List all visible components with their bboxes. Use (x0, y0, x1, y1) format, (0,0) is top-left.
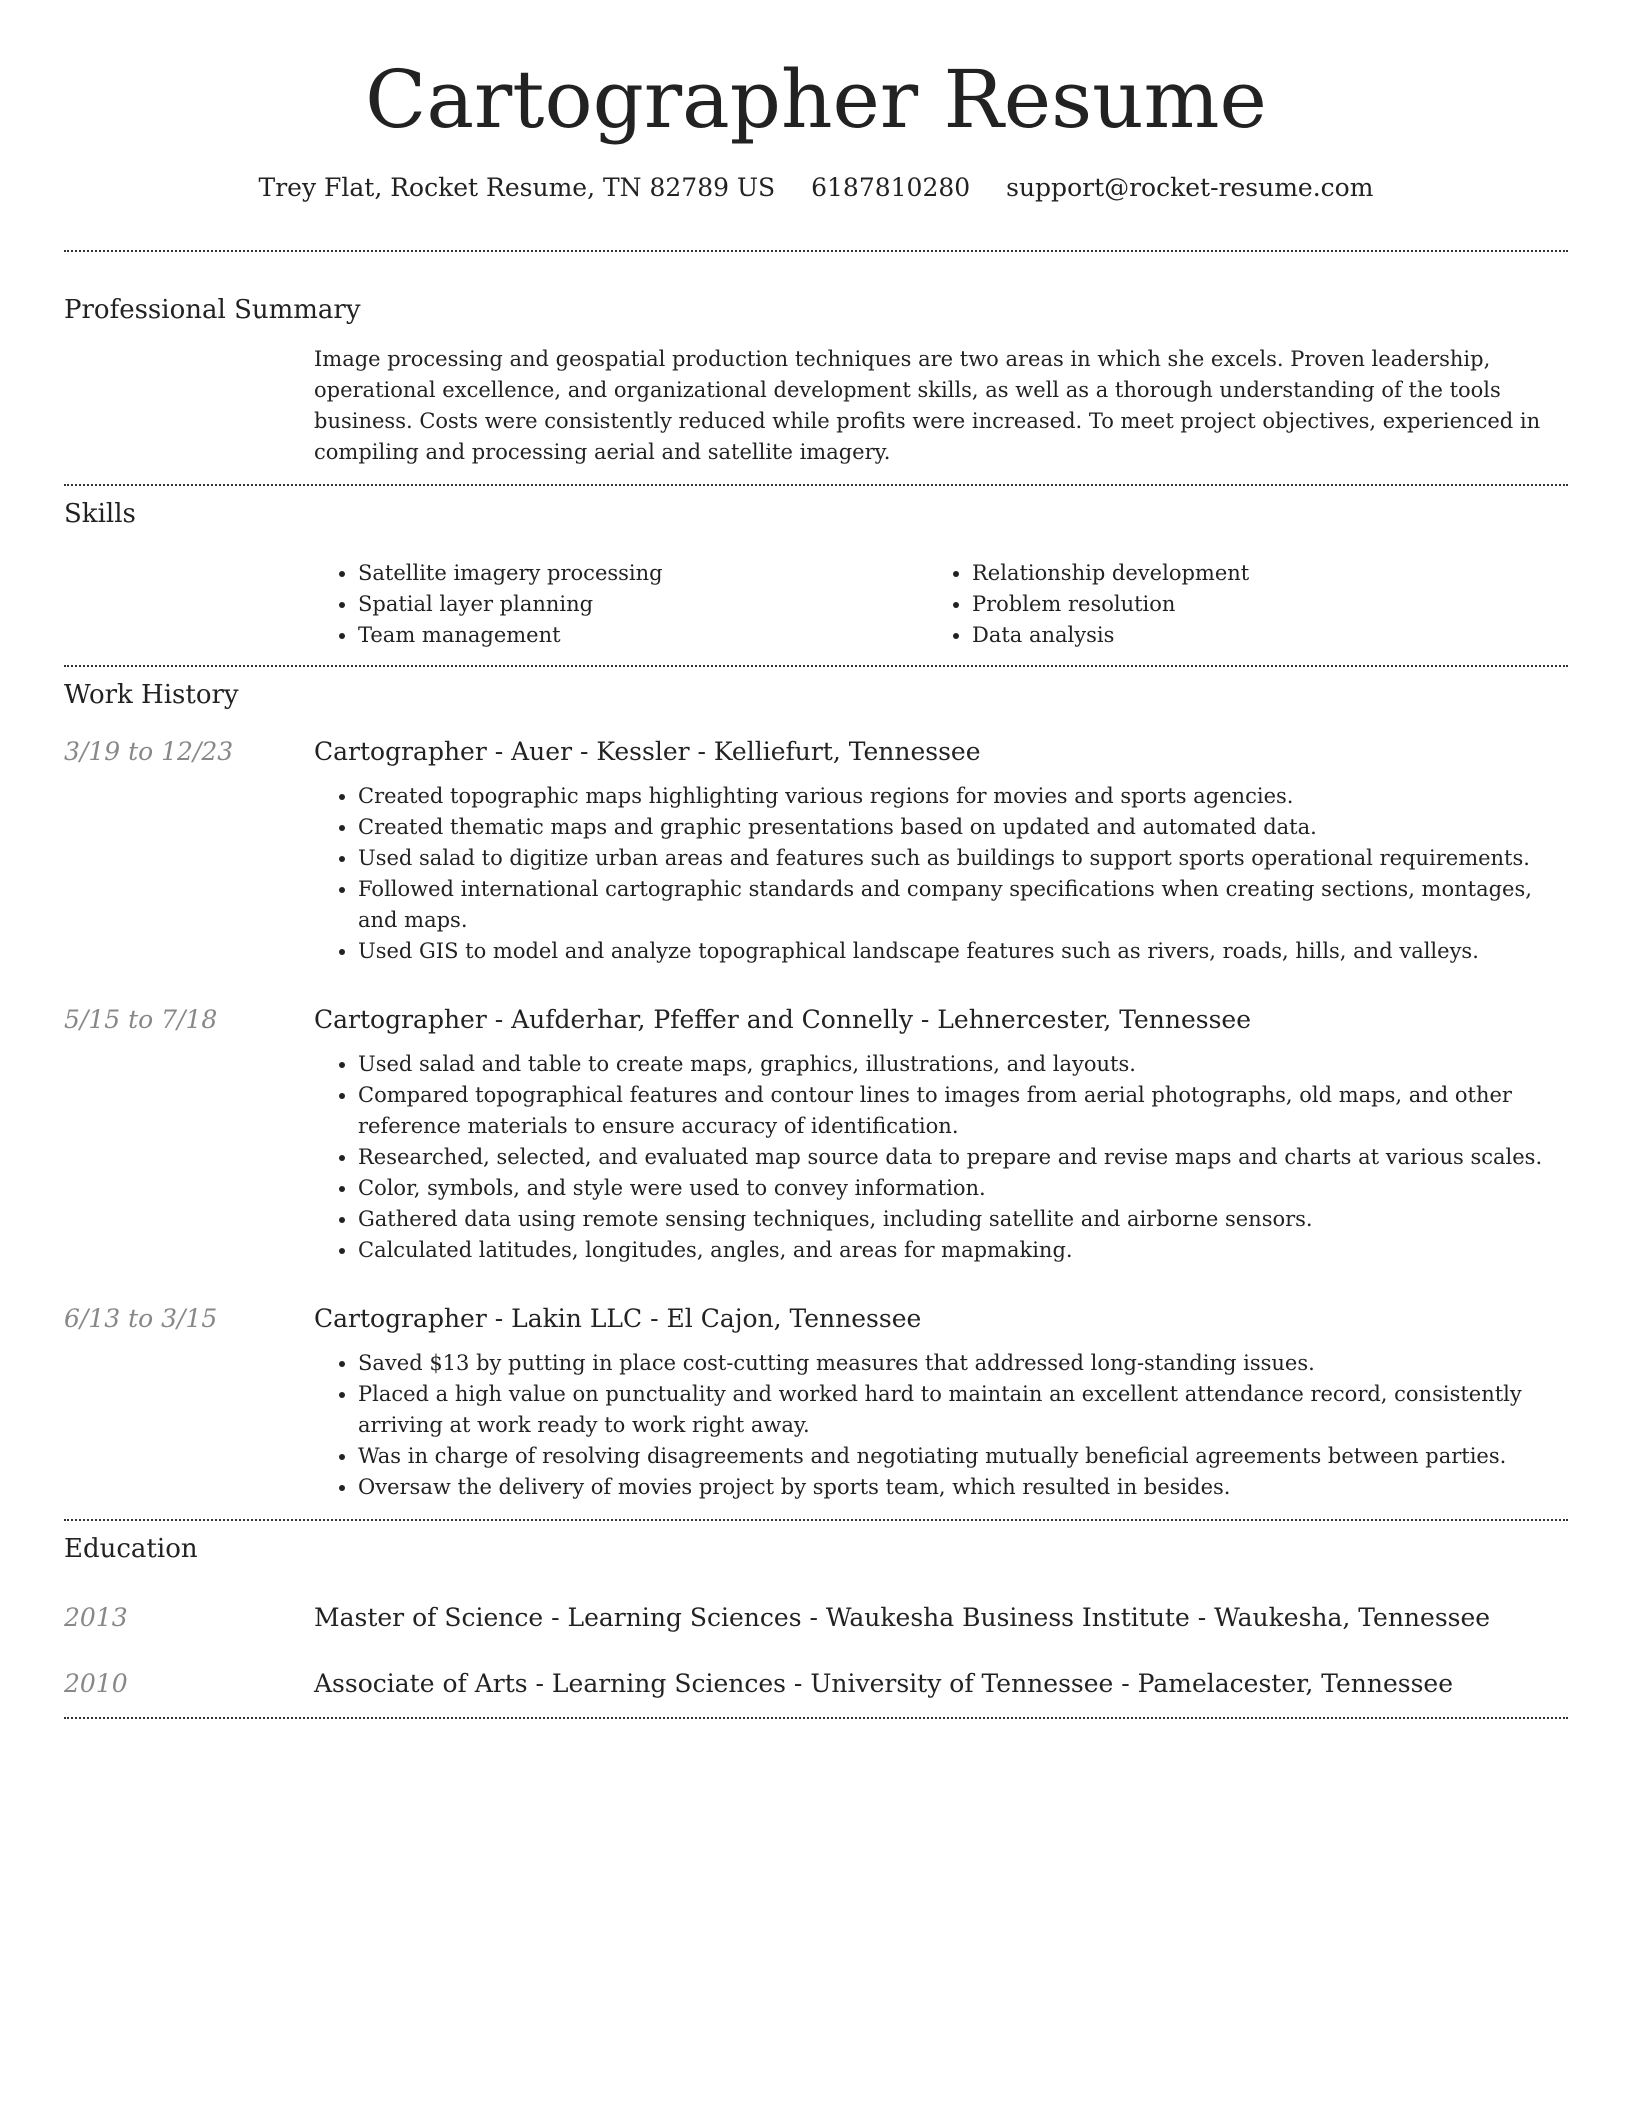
skill-item: • Team management (358, 620, 928, 651)
resume-page (64, 0, 1568, 1719)
job-entry (64, 735, 1568, 967)
work-divider (64, 1519, 1568, 1521)
skills-column-2 (928, 558, 1542, 651)
job-dates: 3/19 to 12/23 (64, 737, 234, 766)
job-bullet: • Followed international cartographic standards and company specifications when creating sections, montages, and maps. (358, 874, 1558, 936)
summary-spacer (64, 328, 314, 484)
skills-section (64, 532, 1568, 665)
resume-title: Cartographer Resume (365, 53, 1267, 146)
job-bullets (314, 1348, 1568, 1503)
education-text: Associate of Arts - Learning Sciences - University of Tennessee - Pamelacester, Tennessee (314, 1669, 1454, 1698)
skill-item: • Relationship development (972, 558, 1542, 589)
job-bullet: • Oversaw the delivery of movies project by sports team, which resulted in besides. (358, 1472, 1558, 1503)
job-bullet: • Researched, selected, and evaluated map source data to prepare and revise maps and charts at various scales. (358, 1142, 1558, 1173)
job-title: Cartographer - Auer - Kessler - Kelliefurt, Tennessee (314, 737, 981, 766)
job-bullet: • Calculated latitudes, longitudes, angles, and areas for mapmaking. (358, 1235, 1558, 1266)
header-divider (64, 250, 1568, 252)
job-bullet: • Used salad and table to create maps, graphics, illustrations, and layouts. (358, 1049, 1558, 1080)
job-entry (64, 1003, 1568, 1266)
job-bullet: • Gathered data using remote sensing techniques, including satellite and airborne sensors. (358, 1204, 1558, 1235)
job-bullet: • Was in charge of resolving disagreements and negotiating mutually beneficial agreements between parties. (358, 1441, 1558, 1472)
education-entry (64, 1601, 1568, 1635)
skill-item: • Spatial layer planning (358, 589, 928, 620)
work-heading: Work History (64, 680, 239, 710)
job-bullet: • Compared topographical features and contour lines to images from aerial photographs, old maps, and other reference materials to ensure accuracy of identification. (358, 1080, 1558, 1142)
job-bullet: • Saved $13 by putting in place cost-cutting measures that addressed long-standing issues. (358, 1348, 1558, 1379)
job-bullet: • Created topographic maps highlighting various regions for movies and sports agencies. (358, 781, 1558, 812)
contact-address: Trey Flat, Rocket Resume, TN 82789 US (258, 173, 776, 202)
job-bullet: • Used GIS to model and analyze topographical landscape features such as rivers, roads, hills, and valleys. (358, 936, 1558, 967)
job-entry (64, 1302, 1568, 1519)
education-year: 2010 (64, 1669, 128, 1698)
job-bullet: • Used salad to digitize urban areas and features such as buildings to support sports operational requirements. (358, 843, 1558, 874)
education-entry (64, 1667, 1568, 1701)
skills-divider (64, 665, 1568, 667)
contact-line (64, 170, 1568, 206)
skill-item: • Problem resolution (972, 589, 1542, 620)
skills-column-1 (314, 558, 928, 651)
skills-spacer (64, 532, 314, 665)
job-dates: 5/15 to 7/18 (64, 1005, 218, 1034)
education-text: Master of Science - Learning Sciences - Waukesha Business Institute - Waukesha, Tennessee (314, 1603, 1491, 1632)
skill-item: • Satellite imagery processing (358, 558, 928, 589)
summary-section (64, 328, 1568, 484)
job-dates: 6/13 to 3/15 (64, 1304, 218, 1333)
summary-divider (64, 484, 1568, 486)
job-bullet: • Placed a high value on punctuality and worked hard to maintain an excellent attendance record, consistently arriving at work ready to work right away. (358, 1379, 1558, 1441)
job-bullets (314, 781, 1568, 967)
summary-text: Image processing and geospatial production techniques are two areas in which she excels. Proven leadership, operational excellence, and organizational development skills, as well as a thorough understanding of the tools business. Costs were consistently reduced while profits were increased. To meet project objectives, experienced in compiling and processing aerial and satellite imagery. (314, 347, 1541, 464)
education-year: 2013 (64, 1603, 128, 1632)
skill-item: • Data analysis (972, 620, 1542, 651)
job-title: Cartographer - Aufderhar, Pfeffer and Connelly - Lehnercester, Tennessee (314, 1005, 1251, 1034)
contact-phone: 6187810280 (811, 173, 971, 202)
contact-email: support@rocket-resume.com (1006, 173, 1374, 202)
job-bullet: • Color, symbols, and style were used to convey information. (358, 1173, 1558, 1204)
summary-heading: Professional Summary (64, 295, 361, 325)
job-bullet: • Created thematic maps and graphic presentations based on updated and automated data. (358, 812, 1558, 843)
job-bullets (314, 1049, 1568, 1266)
education-heading: Education (64, 1534, 198, 1564)
job-title: Cartographer - Lakin LLC - El Cajon, Tennessee (314, 1304, 922, 1333)
education-divider (64, 1717, 1568, 1719)
skills-heading: Skills (64, 499, 136, 529)
